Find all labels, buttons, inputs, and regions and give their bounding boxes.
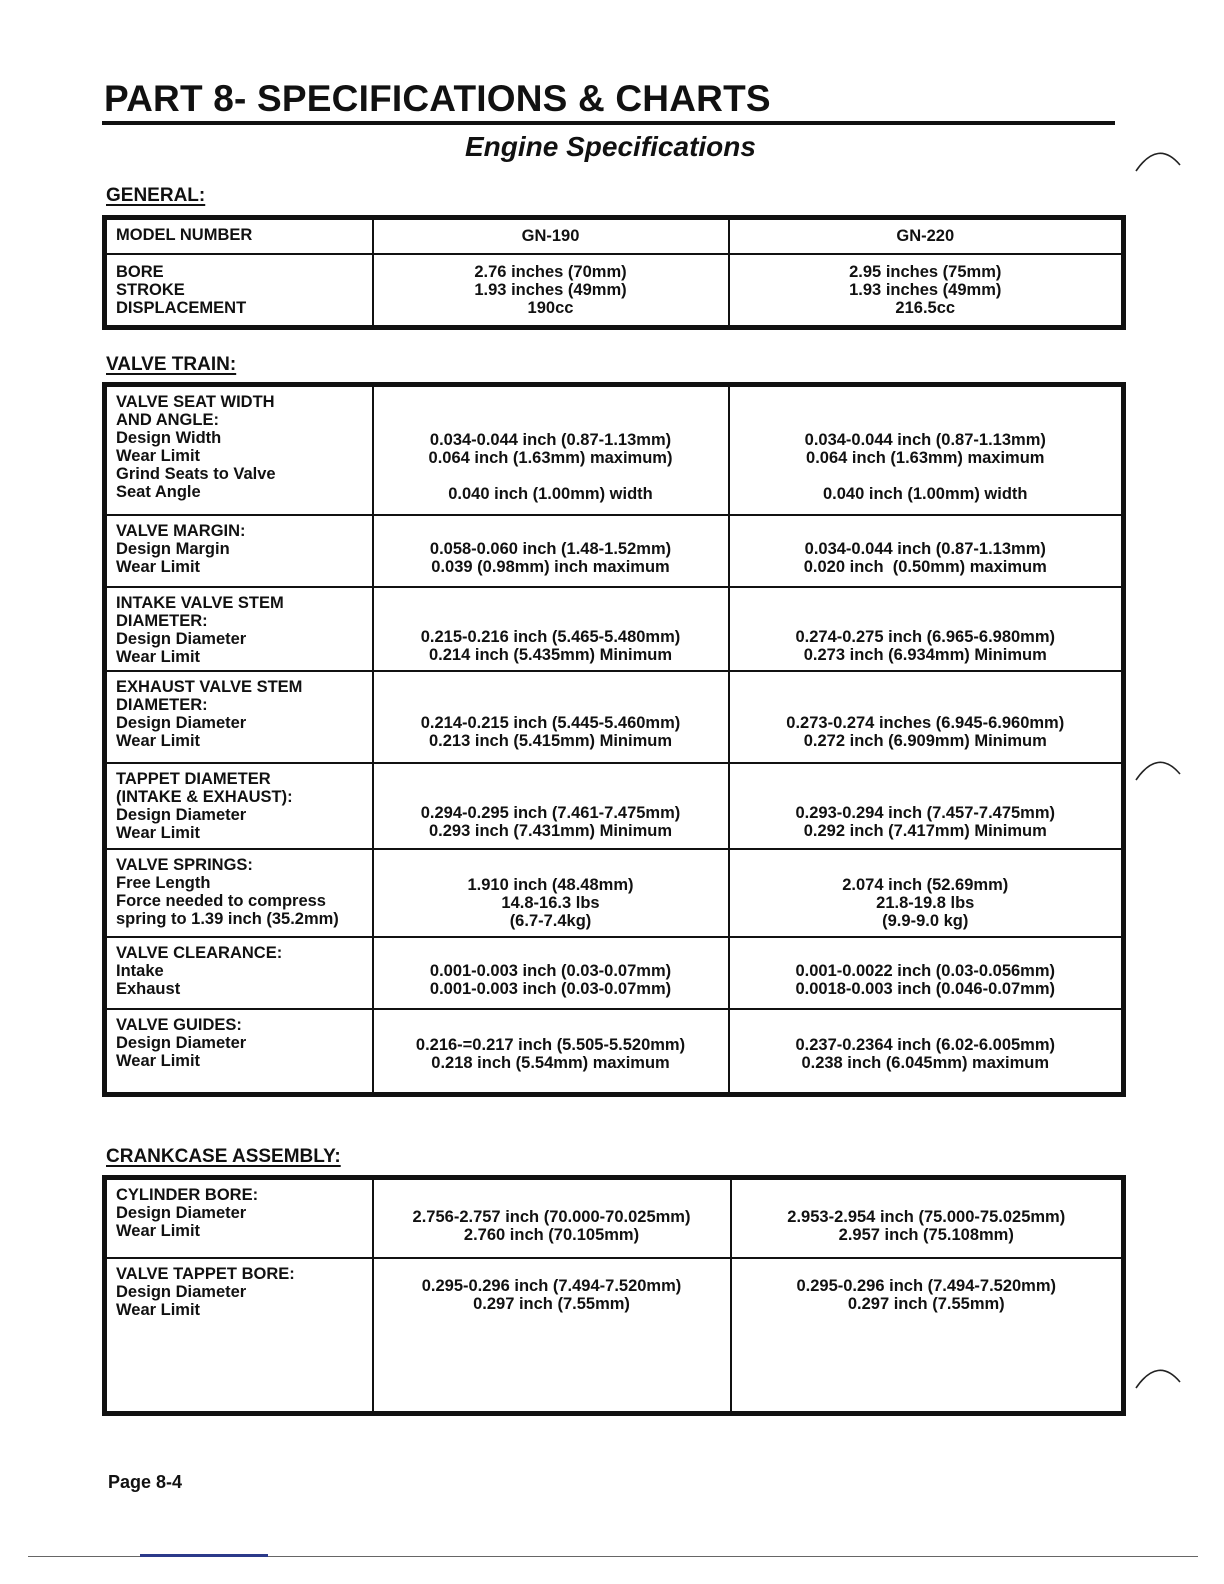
value-gap	[382, 467, 720, 485]
section-heading-general: GENERAL:	[106, 185, 206, 206]
value-line: 0.297 inch (7.55mm)	[847, 1294, 1005, 1313]
punch-hole-icon	[1132, 1360, 1186, 1394]
punch-hole-icon	[1132, 752, 1186, 786]
label-line: Exhaust	[116, 979, 181, 998]
tappet-diameter-row	[105, 763, 1124, 849]
label-line: Wear Limit	[116, 557, 201, 576]
general-row	[105, 254, 1124, 328]
gn190-value	[373, 1178, 731, 1258]
gn190-value	[373, 849, 729, 937]
row-label	[105, 671, 373, 763]
label-line: Design Margin	[116, 539, 230, 558]
page-number: Page 8-4	[108, 1472, 183, 1492]
valve-clearance-row	[105, 937, 1124, 1009]
label-line: TAPPET DIAMETER	[116, 769, 271, 788]
value-line: 0.034-0.044 inch (0.87-1.13mm)	[804, 539, 1046, 558]
row-label	[105, 1258, 373, 1414]
section-heading-valve-train: VALVE TRAIN:	[106, 354, 237, 375]
row-label	[105, 763, 373, 849]
value-line: 0.0018-0.003 inch (0.046-0.07mm)	[795, 979, 1056, 998]
row-label	[105, 937, 373, 1009]
label-line: VALVE TAPPET BORE:	[116, 1264, 295, 1283]
value-line: 0.273-0.274 inches (6.945-6.960mm)	[786, 713, 1065, 732]
value-line: 0.064 inch (1.63mm) maximum	[806, 449, 1045, 467]
row-label	[105, 254, 373, 328]
value-line: 0.020 inch (0.50mm) maximum	[803, 557, 1047, 576]
page-title: PART 8- SPECIFICATIONS & CHARTS	[104, 78, 771, 119]
row-label	[105, 849, 373, 937]
value-line: 2.074 inch (52.69mm)	[842, 875, 1009, 894]
gn220-value	[729, 1009, 1124, 1095]
gn190-value	[373, 515, 729, 587]
row-label	[105, 1009, 373, 1095]
gn220-value	[729, 849, 1124, 937]
label-line: spring to 1.39 inch (35.2mm)	[116, 909, 339, 928]
label-line: Wear Limit	[116, 1300, 201, 1319]
general-table	[102, 215, 1126, 330]
value-line: 0.293 inch (7.431mm) Minimum	[429, 821, 672, 840]
gn190-value	[373, 671, 729, 763]
label-line: CYLINDER BORE:	[116, 1186, 259, 1204]
value-line: 2.957 inch (75.108mm)	[838, 1226, 1014, 1244]
label-line: Wear Limit	[116, 1051, 201, 1070]
page-subtitle: Engine Specifications	[465, 131, 756, 162]
value-line: 0.040 inch (1.00mm) width	[448, 485, 653, 503]
gn190-value	[373, 385, 729, 515]
gn220-value	[729, 254, 1124, 328]
label-line: Intake	[116, 961, 164, 980]
gn220-value	[729, 937, 1124, 1009]
exhaust-valve-stem-row	[105, 671, 1124, 763]
value-line: 0.064 inch (1.63mm) maximum)	[428, 449, 673, 467]
label-line: VALVE SEAT WIDTH	[116, 393, 275, 411]
label-line: Design Diameter	[116, 1204, 247, 1222]
row-label	[105, 515, 373, 587]
value-line: 2.756-2.757 inch (70.000-70.025mm)	[412, 1208, 691, 1226]
general-header-row	[105, 218, 1124, 254]
gn220-value	[729, 671, 1124, 763]
value-line: 1.910 inch (48.48mm)	[467, 875, 634, 894]
valve-seat-row	[105, 385, 1124, 515]
label-line: Force needed to compress	[116, 891, 326, 910]
value-line: 0.293-0.294 inch (7.457-7.475mm)	[795, 803, 1056, 822]
valve-springs-row	[105, 849, 1124, 937]
label-line: Design Diameter	[116, 1033, 247, 1052]
label-line: Design Diameter	[116, 805, 247, 824]
value-line: 0.034-0.044 inch (0.87-1.13mm)	[804, 431, 1046, 449]
model-number-header: MODEL NUMBER	[105, 218, 373, 254]
valve-margin-row	[105, 515, 1124, 587]
label-line: Free Length	[116, 873, 211, 892]
value-line: 0.295-0.296 inch (7.494-7.520mm)	[421, 1276, 682, 1295]
value-line: 190cc	[527, 298, 574, 317]
label-line: Wear Limit	[116, 731, 201, 750]
value-line: 0.237-0.2364 inch (6.02-6.005mm)	[795, 1035, 1056, 1054]
label-line: Wear Limit	[116, 823, 201, 842]
intake-valve-stem-row	[105, 587, 1124, 671]
gn190-value	[373, 937, 729, 1009]
value-line: (6.7-7.4kg)	[509, 911, 592, 930]
value-line: 0.272 inch (6.909mm) Minimum	[803, 731, 1047, 750]
value-line: 0.001-0.003 inch (0.03-0.07mm)	[429, 979, 672, 998]
label-line: Design Width	[116, 429, 222, 447]
value-line: 1.93 inches (49mm)	[474, 280, 627, 299]
gn190-value	[373, 254, 729, 328]
gn190-value	[373, 763, 729, 849]
gn190-value	[373, 1009, 729, 1095]
label-line: Wear Limit	[116, 1222, 201, 1240]
label-line: DIAMETER:	[116, 695, 208, 714]
value-line: 0.214 inch (5.435mm) Minimum	[429, 645, 672, 664]
row-label	[105, 587, 373, 671]
cylinder-bore-row	[105, 1178, 1124, 1258]
crankcase-table	[102, 1175, 1126, 1416]
label-line: EXHAUST VALVE STEM	[116, 677, 303, 696]
row-label	[105, 385, 373, 515]
label-line: STROKE	[116, 280, 185, 299]
label-line: VALVE SPRINGS:	[116, 855, 253, 874]
gn220-value	[729, 587, 1124, 671]
value-line: 2.95 inches (75mm)	[849, 262, 1002, 281]
gn190-value	[373, 1258, 731, 1414]
label-line: VALVE CLEARANCE:	[116, 943, 283, 962]
label-line: AND ANGLE:	[116, 411, 219, 429]
value-line: 21.8-19.8 lbs	[876, 893, 975, 912]
punch-hole-icon	[1132, 143, 1186, 177]
bottom-color-bar	[140, 1554, 268, 1557]
value-line: 0.040 inch (1.00mm) width	[823, 485, 1028, 503]
value-line: 0.215-0.216 inch (5.465-5.480mm)	[420, 627, 681, 646]
label-line: INTAKE VALVE STEM	[116, 593, 284, 612]
label-line: (INTAKE & EXHAUST):	[116, 787, 293, 806]
value-line: 0.274-0.275 inch (6.965-6.980mm)	[795, 627, 1056, 646]
value-line: 14.8-16.3 lbs	[501, 893, 600, 912]
valve-train-table	[102, 382, 1126, 1097]
value-line: 0.273 inch (6.934mm) Minimum	[803, 645, 1047, 664]
value-line: 0.039 (0.98mm) inch maximum	[431, 557, 670, 576]
value-line: 0.295-0.296 inch (7.494-7.520mm)	[796, 1276, 1057, 1295]
label-line: DISPLACEMENT	[116, 298, 247, 317]
value-line: 0.218 inch (5.54mm) maximum	[431, 1053, 670, 1072]
label-line: DIAMETER:	[116, 611, 208, 630]
label-line: Wear Limit	[116, 447, 201, 465]
value-line: 0.216-=0.217 inch (5.505-5.520mm)	[415, 1035, 686, 1054]
row-label	[105, 1178, 373, 1258]
value-line: 0.001-0.003 inch (0.03-0.07mm)	[429, 961, 672, 980]
gn220-value	[729, 763, 1124, 849]
value-line: 2.76 inches (70mm)	[474, 262, 627, 281]
gn190-value	[373, 587, 729, 671]
label-line: VALVE GUIDES:	[116, 1015, 242, 1034]
value-line: (9.9-9.0 kg)	[882, 911, 969, 930]
value-line: 0.294-0.295 inch (7.461-7.475mm)	[420, 803, 681, 822]
gn220-value	[731, 1258, 1124, 1414]
value-line: 0.213 inch (5.415mm) Minimum	[429, 731, 672, 750]
value-line: 2.953-2.954 inch (75.000-75.025mm)	[787, 1208, 1066, 1226]
gn220-value	[731, 1178, 1124, 1258]
value-line: 0.238 inch (6.045mm) maximum	[801, 1053, 1050, 1072]
value-line: 0.058-0.060 inch (1.48-1.52mm)	[429, 539, 672, 558]
value-line: 0.292 inch (7.417mm) Minimum	[803, 821, 1047, 840]
valve-tappet-bore-row	[105, 1258, 1124, 1414]
value-line: 216.5cc	[895, 298, 956, 317]
label-line: Seat Angle	[116, 483, 201, 501]
value-line: 0.297 inch (7.55mm)	[473, 1294, 630, 1313]
label-line: BORE	[116, 262, 164, 281]
value-line: 0.034-0.044 inch (0.87-1.13mm)	[429, 431, 672, 449]
value-gap	[738, 467, 1114, 485]
gn220-header: GN-220	[729, 218, 1124, 254]
label-line: VALVE MARGIN:	[116, 521, 246, 540]
valve-guides-row	[105, 1009, 1124, 1095]
gn190-header: GN-190	[373, 218, 729, 254]
label-line: Design Diameter	[116, 629, 247, 648]
gn220-value	[729, 385, 1124, 515]
value-line: 0.001-0.0022 inch (0.03-0.056mm)	[795, 961, 1056, 980]
section-heading-crankcase: CRANKCASE ASSEMBLY:	[106, 1146, 341, 1167]
value-line: 1.93 inches (49mm)	[849, 280, 1002, 299]
label-line: Grind Seats to Valve	[116, 465, 276, 483]
label-line: Design Diameter	[116, 1282, 247, 1301]
value-line: 2.760 inch (70.105mm)	[463, 1226, 640, 1244]
label-line: Design Diameter	[116, 713, 247, 732]
title-rule	[102, 121, 1115, 125]
value-line: 0.214-0.215 inch (5.445-5.460mm)	[420, 713, 681, 732]
gn220-value	[729, 515, 1124, 587]
label-line: Wear Limit	[116, 647, 201, 666]
